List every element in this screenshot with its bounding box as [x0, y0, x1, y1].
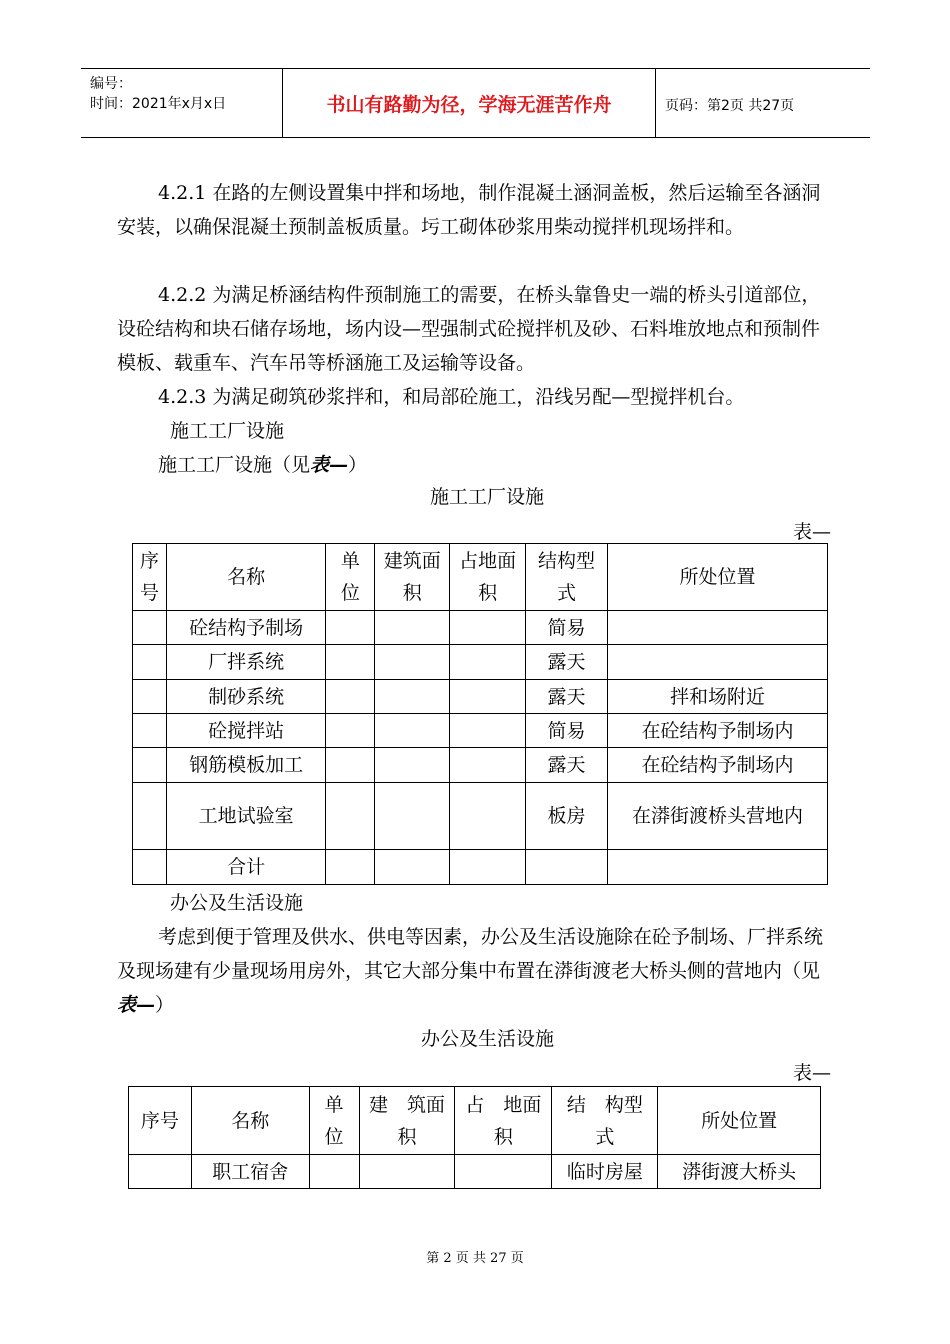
- table2-header-structure: 结 构型 式: [552, 1087, 658, 1155]
- office-facilities-table: [128, 1086, 821, 1189]
- table1-cell-structure: 板房: [526, 783, 608, 850]
- office-paragraph-table: 表—: [117, 994, 156, 1016]
- table2-caption: 办公及生活设施: [421, 1028, 555, 1050]
- table1-header-unit: 单位: [326, 544, 375, 611]
- header-meta: [81, 69, 281, 137]
- table1-cell-name: 砼结构予制场: [166, 611, 325, 645]
- table1-cell-name: 钢筋模板加工: [166, 748, 325, 783]
- table1-cell-name: 制砂系统: [166, 680, 325, 714]
- paragraph-4-2-2: 4.2.2 为满足桥涵结构件预制施工的需要，在桥头靠鲁史一端的桥头引道部位，设砼结构和块石储存场地，场内设—型强制式砼搅拌机及砂、石料堆放地点和预制件模板、载重车、汽车吊等桥涵施工及运输等设备。: [117, 284, 821, 374]
- table2-cell-location: 漭街渡大桥头: [658, 1155, 821, 1189]
- header-number: 编号：: [90, 76, 132, 92]
- table1-cell-location: 拌和场附近: [608, 680, 828, 714]
- table2-header-unit: 单位: [309, 1087, 359, 1155]
- table1-header-land-area: 占地面 积: [450, 544, 526, 611]
- table1-label: 表—: [793, 521, 832, 543]
- table1-cell-location: [608, 645, 828, 680]
- table-row: [133, 850, 828, 885]
- header-motto: 书山有路勤为径，学海无涯苦作舟: [282, 69, 656, 137]
- paragraph-4-2-1: 4.2.1 在路的左侧设置集中拌和场地，制作混凝土涵洞盖板，然后运输至各涵洞安装，以确保混凝土预制盖板质量。圬工砌体砂浆用柴动搅拌机现场拌和。: [117, 182, 821, 238]
- header-page-number: 页码：第2页 共27页: [665, 98, 795, 114]
- table1-header-name: 名称: [166, 544, 325, 611]
- table2-label: 表—: [793, 1062, 832, 1084]
- page-header: [81, 68, 870, 138]
- office-paragraph-close: ）: [155, 994, 175, 1016]
- table1-caption: 施工工厂设施: [430, 486, 545, 508]
- table1-cell-structure: 简易: [526, 714, 608, 748]
- table1-cell-structure: 简易: [526, 611, 608, 645]
- table1-cell-name: 工地试验室: [166, 783, 325, 850]
- table1-header-build-area: 建筑面 积: [375, 544, 450, 611]
- table-row: [133, 714, 828, 748]
- table-row: [133, 611, 828, 645]
- office-paragraph: [117, 920, 837, 1022]
- table-row: [129, 1155, 821, 1189]
- table2-header-location: 所处位置: [658, 1087, 821, 1155]
- table2-header-row: [129, 1087, 821, 1155]
- table-row: [133, 783, 828, 850]
- header-time: 时间：2021年x月x日: [90, 96, 227, 112]
- table1-cell-location: [608, 850, 828, 885]
- table2-header-name: 名称: [191, 1087, 309, 1155]
- table2-cell-name: 职工宿舍: [191, 1155, 309, 1189]
- table1-cell-structure: 露天: [526, 680, 608, 714]
- table1-cell-structure: 露天: [526, 645, 608, 680]
- office-paragraph-text: 考虑到便于管理及供水、供电等因素，办公及生活设施除在砼予制场、厂拌系统及现场建有少量现场用房外，其它大部分集中布置在漭街渡老大桥头侧的营地内（见: [117, 926, 824, 982]
- table1-cell-name: 合计: [166, 850, 325, 885]
- section-heading-factory: 施工工厂设施: [170, 420, 285, 442]
- factory-reference-close: ）: [348, 454, 368, 476]
- table-row: [133, 748, 828, 783]
- section-heading-office: 办公及生活设施: [170, 892, 304, 914]
- table1-cell-name: 厂拌系统: [166, 645, 325, 680]
- table1-header-location: 所处位置: [608, 544, 828, 611]
- table1-cell-location: 在砼结构予制场内: [608, 748, 828, 783]
- table1-cell-location: [608, 611, 828, 645]
- table1-cell-structure: [526, 850, 608, 885]
- table2-header-land-area: 占 地面 积: [455, 1087, 552, 1155]
- table-row: [133, 645, 828, 680]
- table2-header-seq: 序号: [129, 1087, 192, 1155]
- factory-facilities-table: [132, 543, 828, 885]
- table2-cell-structure: 临时房屋: [552, 1155, 658, 1189]
- page-footer: 第 2 页 共 27 页: [426, 1251, 524, 1266]
- factory-reference-text: 施工工厂设施（见: [158, 454, 311, 476]
- table1-header-row: [133, 544, 828, 611]
- table1-header-structure: 结构型 式: [526, 544, 608, 611]
- table1-cell-structure: 露天: [526, 748, 608, 783]
- table1-cell-location: 在漭街渡桥头营地内: [608, 783, 828, 850]
- factory-reference-table: 表—: [310, 454, 349, 476]
- table1-cell-location: 在砼结构予制场内: [608, 714, 828, 748]
- table1-header-seq: 序号: [133, 544, 167, 611]
- table2-header-build-area: 建 筑面 积: [359, 1087, 455, 1155]
- table-row: [133, 680, 828, 714]
- table1-cell-name: 砼搅拌站: [166, 714, 325, 748]
- paragraph-4-2-3: 4.2.3 为满足砌筑砂浆拌和，和局部砼施工，沿线另配—型搅拌机台。: [158, 386, 745, 408]
- factory-reference: [158, 448, 878, 482]
